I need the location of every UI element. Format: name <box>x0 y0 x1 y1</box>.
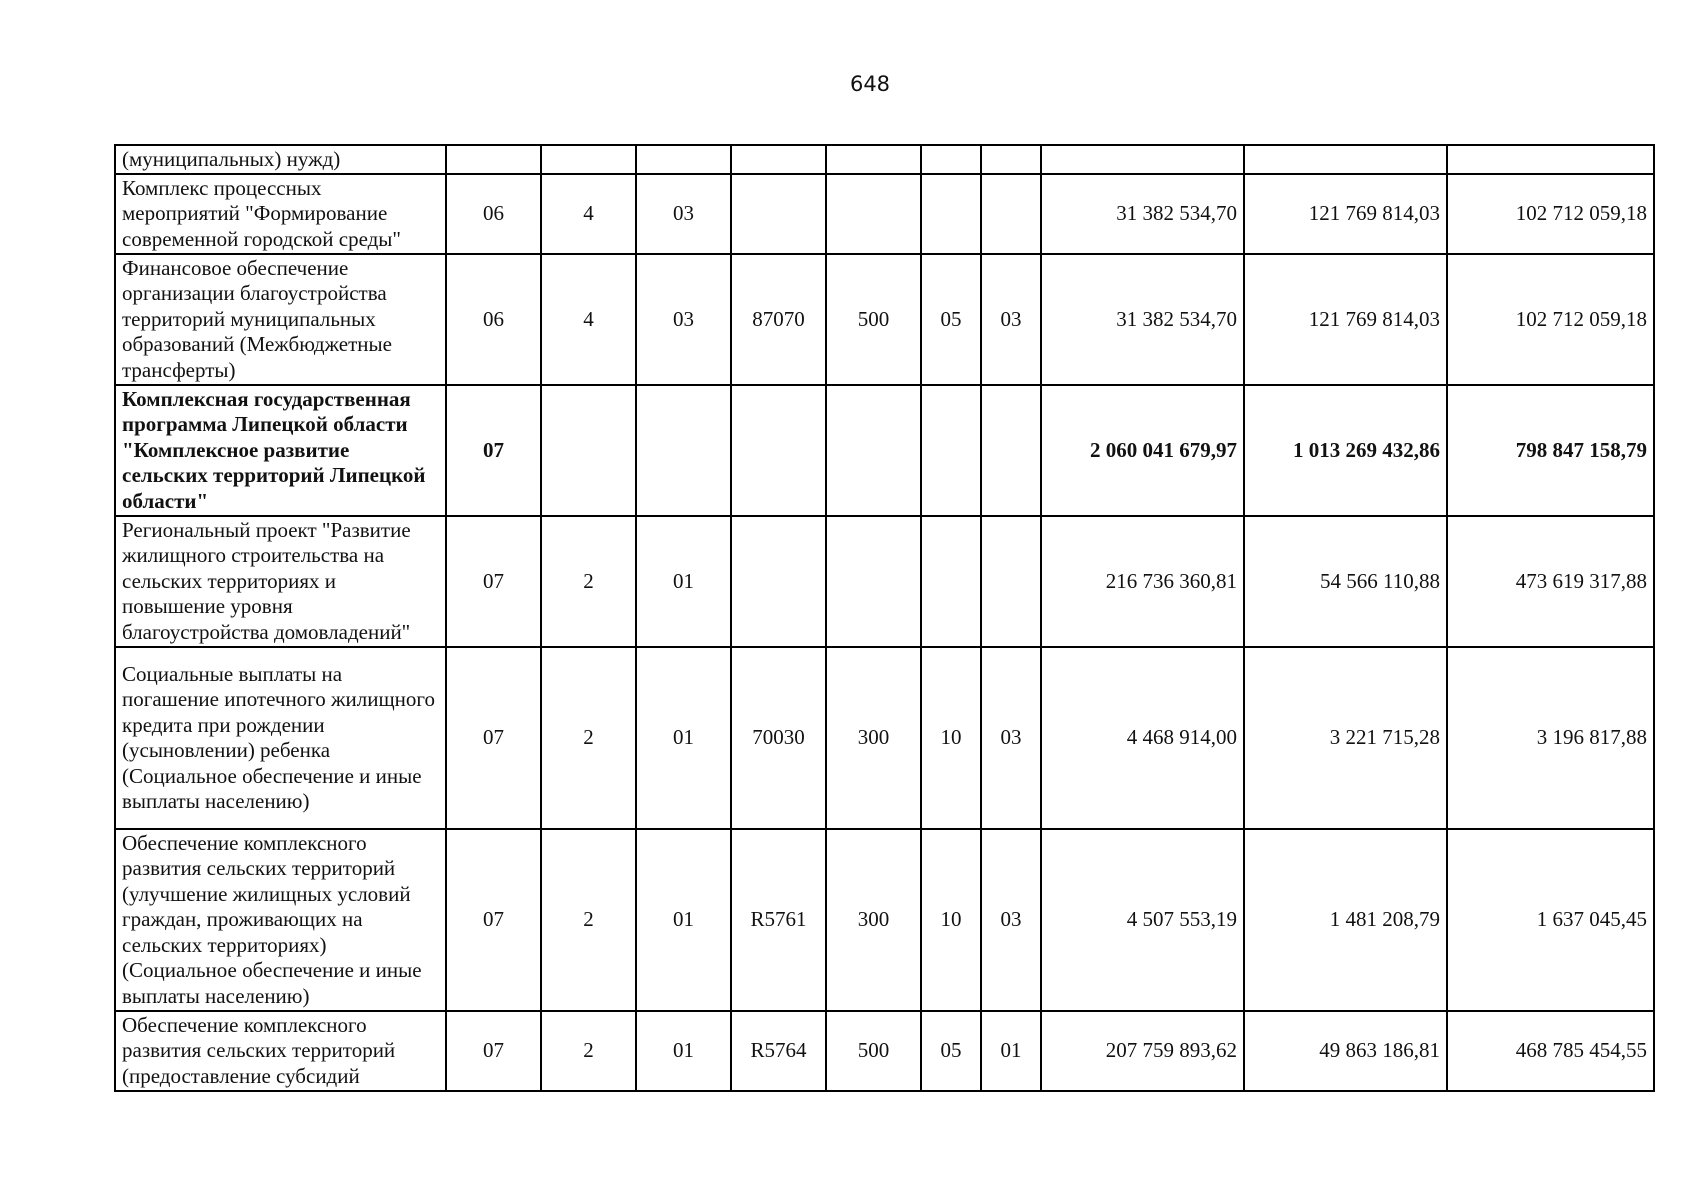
amount-year-1: 31 382 534,70 <box>1041 254 1244 385</box>
subsection-code: 03 <box>981 647 1041 829</box>
activity-code <box>636 145 731 174</box>
row-name: (муниципальных) нужд) <box>115 145 446 174</box>
amount-year-2: 121 769 814,03 <box>1244 254 1447 385</box>
row-name: Финансовое обеспечение организации благоустройства территорий муниципальных образований (Межбюджетные трансферты) <box>115 254 446 385</box>
expense-type-code: 500 <box>826 254 921 385</box>
section-code <box>921 145 981 174</box>
row-name: Комплексная государственная программа Липецкой области "Комплексное развитие сельских территорий Липецкой области" <box>115 385 446 516</box>
amount-year-3: 1 637 045,45 <box>1447 829 1654 1011</box>
subprogram-code <box>541 145 636 174</box>
table-row-program-total <box>115 385 1654 516</box>
amount-year-1: 207 759 893,62 <box>1041 1011 1244 1091</box>
amount-year-2: 3 221 715,28 <box>1244 647 1447 829</box>
expense-type-code <box>826 174 921 254</box>
program-code: 07 <box>446 647 541 829</box>
amount-year-3: 102 712 059,18 <box>1447 254 1654 385</box>
direction-code <box>731 385 826 516</box>
activity-code <box>636 385 731 516</box>
subsection-code <box>981 516 1041 647</box>
program-code: 07 <box>446 516 541 647</box>
expense-type-code: 300 <box>826 647 921 829</box>
program-code: 07 <box>446 1011 541 1091</box>
activity-code: 01 <box>636 829 731 1011</box>
direction-code: 87070 <box>731 254 826 385</box>
activity-code: 01 <box>636 647 731 829</box>
amount-year-2: 1 013 269 432,86 <box>1244 385 1447 516</box>
amount-year-3 <box>1447 145 1654 174</box>
subsection-code <box>981 145 1041 174</box>
direction-code <box>731 516 826 647</box>
amount-year-3: 102 712 059,18 <box>1447 174 1654 254</box>
subprogram-code <box>541 385 636 516</box>
program-code: 06 <box>446 174 541 254</box>
activity-code: 03 <box>636 174 731 254</box>
row-name: Обеспечение комплексного развития сельских территорий (предоставление субсидий <box>115 1011 446 1091</box>
page-number: 648 <box>849 72 891 96</box>
program-code: 07 <box>446 385 541 516</box>
table-row <box>115 174 1654 254</box>
program-code: 06 <box>446 254 541 385</box>
subsection-code: 03 <box>981 254 1041 385</box>
expense-type-code <box>826 516 921 647</box>
amount-year-1: 4 468 914,00 <box>1041 647 1244 829</box>
direction-code: R5761 <box>731 829 826 1011</box>
row-name: Обеспечение комплексного развития сельских территорий (улучшение жилищных условий граждан, проживающих на сельских территориях) (Социальное обеспечение и иные выплаты населению) <box>115 829 446 1011</box>
direction-code <box>731 174 826 254</box>
amount-year-2: 54 566 110,88 <box>1244 516 1447 647</box>
amount-year-2: 121 769 814,03 <box>1244 174 1447 254</box>
subprogram-code: 2 <box>541 516 636 647</box>
table-row <box>115 647 1654 829</box>
table-row <box>115 145 1654 174</box>
direction-code <box>731 145 826 174</box>
subprogram-code: 2 <box>541 829 636 1011</box>
activity-code: 01 <box>636 516 731 647</box>
subprogram-code: 2 <box>541 647 636 829</box>
section-code: 10 <box>921 647 981 829</box>
section-code: 05 <box>921 1011 981 1091</box>
program-code <box>446 145 541 174</box>
amount-year-3: 3 196 817,88 <box>1447 647 1654 829</box>
amount-year-1: 2 060 041 679,97 <box>1041 385 1244 516</box>
budget-table <box>114 144 1655 1092</box>
expense-type-code <box>826 385 921 516</box>
subsection-code: 01 <box>981 1011 1041 1091</box>
expense-type-code: 500 <box>826 1011 921 1091</box>
row-name: Комплекс процессных мероприятий "Формирование современной городской среды" <box>115 174 446 254</box>
amount-year-1 <box>1041 145 1244 174</box>
amount-year-3: 798 847 158,79 <box>1447 385 1654 516</box>
subsection-code <box>981 174 1041 254</box>
program-code: 07 <box>446 829 541 1011</box>
direction-code: 70030 <box>731 647 826 829</box>
subprogram-code: 4 <box>541 254 636 385</box>
direction-code: R5764 <box>731 1011 826 1091</box>
subprogram-code: 4 <box>541 174 636 254</box>
section-code <box>921 516 981 647</box>
subsection-code <box>981 385 1041 516</box>
amount-year-3: 473 619 317,88 <box>1447 516 1654 647</box>
amount-year-2 <box>1244 145 1447 174</box>
amount-year-1: 31 382 534,70 <box>1041 174 1244 254</box>
amount-year-2: 1 481 208,79 <box>1244 829 1447 1011</box>
expense-type-code: 300 <box>826 829 921 1011</box>
section-code: 05 <box>921 254 981 385</box>
table-row <box>115 829 1654 1011</box>
table-row <box>115 254 1654 385</box>
activity-code: 03 <box>636 254 731 385</box>
subsection-code: 03 <box>981 829 1041 1011</box>
row-name: Социальные выплаты на погашение ипотечного жилищного кредита при рождении (усыновлении) ребенка (Социальное обеспечение и иные выплаты населению) <box>115 647 446 829</box>
activity-code: 01 <box>636 1011 731 1091</box>
section-code <box>921 174 981 254</box>
amount-year-1: 216 736 360,81 <box>1041 516 1244 647</box>
subprogram-code: 2 <box>541 1011 636 1091</box>
amount-year-1: 4 507 553,19 <box>1041 829 1244 1011</box>
section-code <box>921 385 981 516</box>
amount-year-3: 468 785 454,55 <box>1447 1011 1654 1091</box>
section-code: 10 <box>921 829 981 1011</box>
expense-type-code <box>826 145 921 174</box>
table-row <box>115 516 1654 647</box>
table-row <box>115 1011 1654 1091</box>
amount-year-2: 49 863 186,81 <box>1244 1011 1447 1091</box>
row-name: Региональный проект "Развитие жилищного строительства на сельских территориях и повышение уровня благоустройства домовладений" <box>115 516 446 647</box>
